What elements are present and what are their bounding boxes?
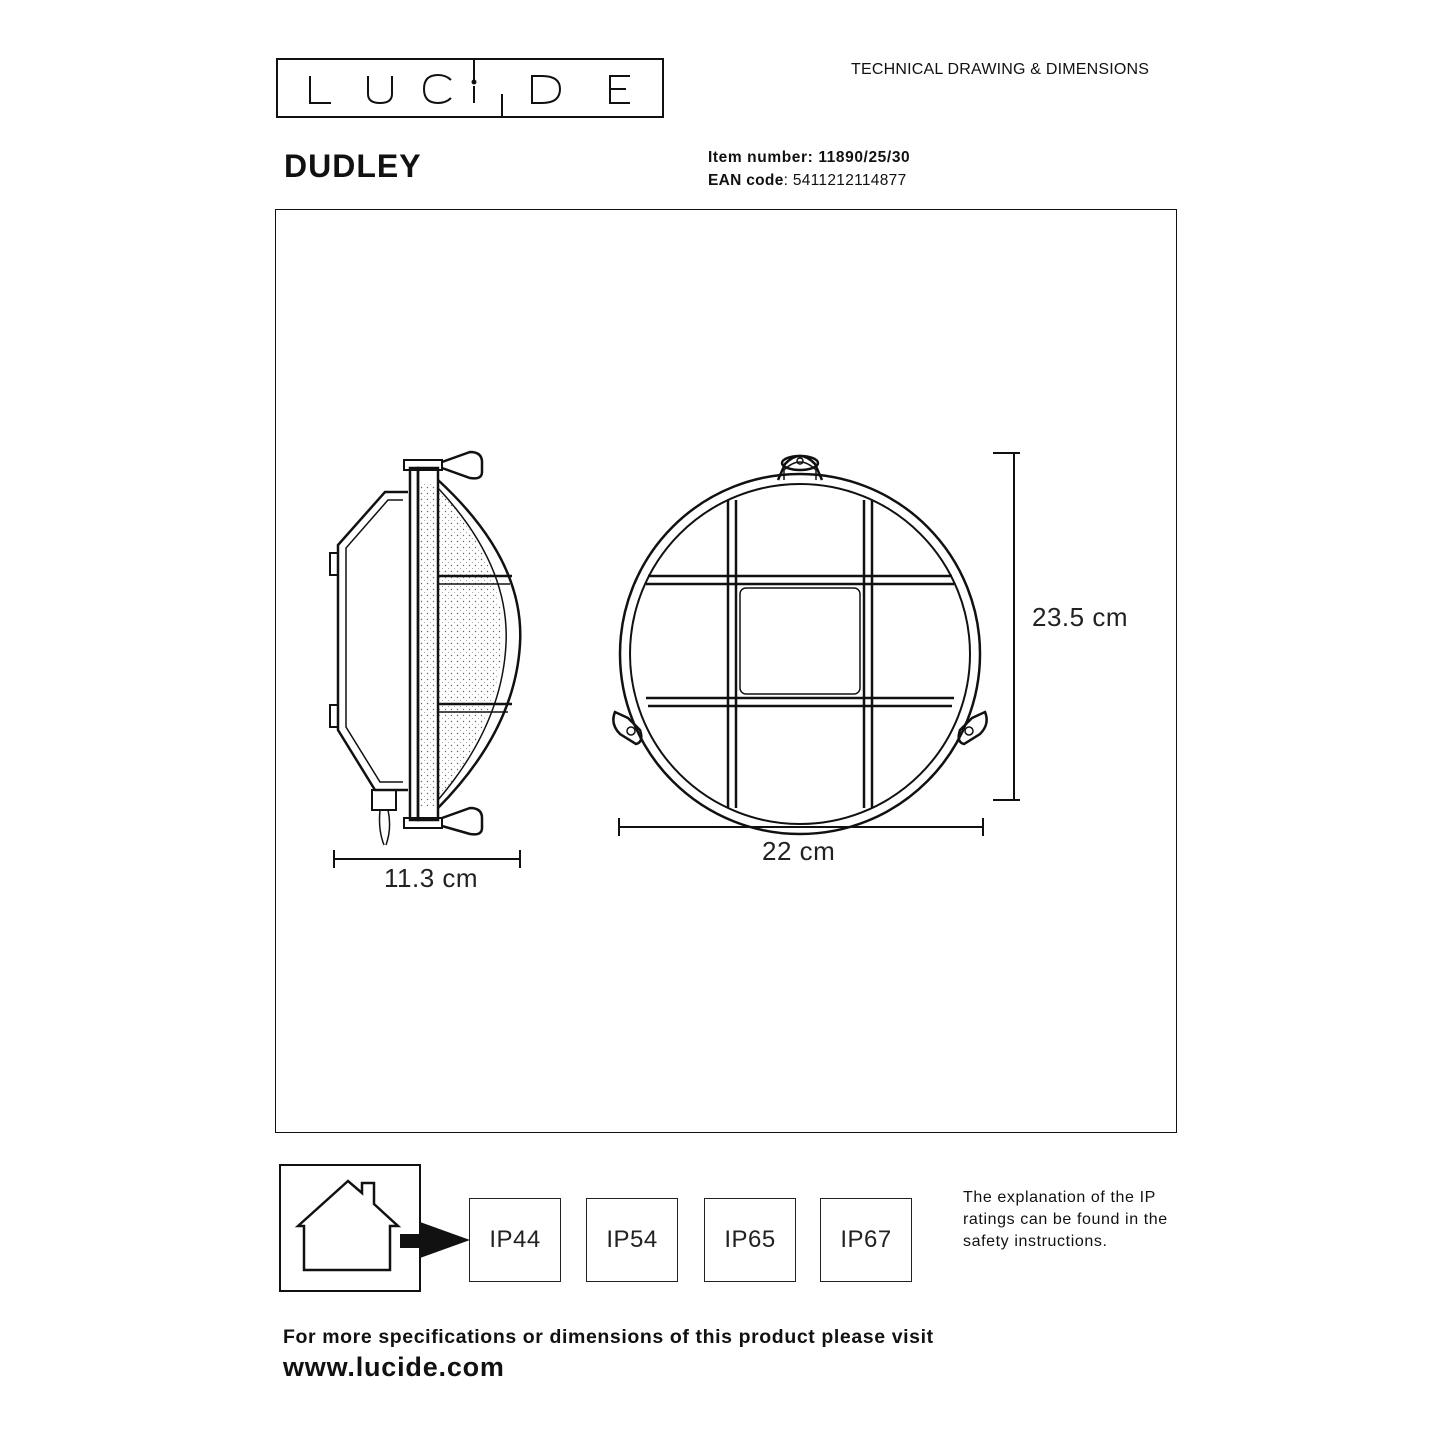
document-type: TECHNICAL DRAWING & DIMENSIONS xyxy=(851,61,1150,78)
ip-rating-badge: IP67 xyxy=(820,1198,912,1282)
ip-rating-note: The explanation of the IP ratings can be found in the safety instructions. xyxy=(963,1189,1168,1250)
item-number-value: 11890/25/30 xyxy=(818,149,911,166)
item-number-label: Item number: xyxy=(708,149,814,166)
ean-label: EAN code xyxy=(708,172,784,189)
ean-value: : 5411212114877 xyxy=(783,172,907,189)
width-dimension-label: 22 cm xyxy=(762,836,836,866)
depth-dimension-label: 11.3 cm xyxy=(384,863,479,893)
ip-rating-badge: IP54 xyxy=(586,1198,678,1282)
house-icon xyxy=(298,1181,398,1270)
footer-url-link[interactable]: www.lucide.com xyxy=(283,1352,505,1382)
product-name: DUDLEY xyxy=(284,148,422,184)
arrow-right-icon xyxy=(400,1222,470,1258)
ip-rating-badge: IP44 xyxy=(469,1198,561,1282)
footer-text: For more specifications or dimensions of this product please visit xyxy=(283,1326,934,1348)
height-dimension-label: 23.5 cm xyxy=(1032,602,1128,632)
ip-rating-badge: IP65 xyxy=(704,1198,796,1282)
